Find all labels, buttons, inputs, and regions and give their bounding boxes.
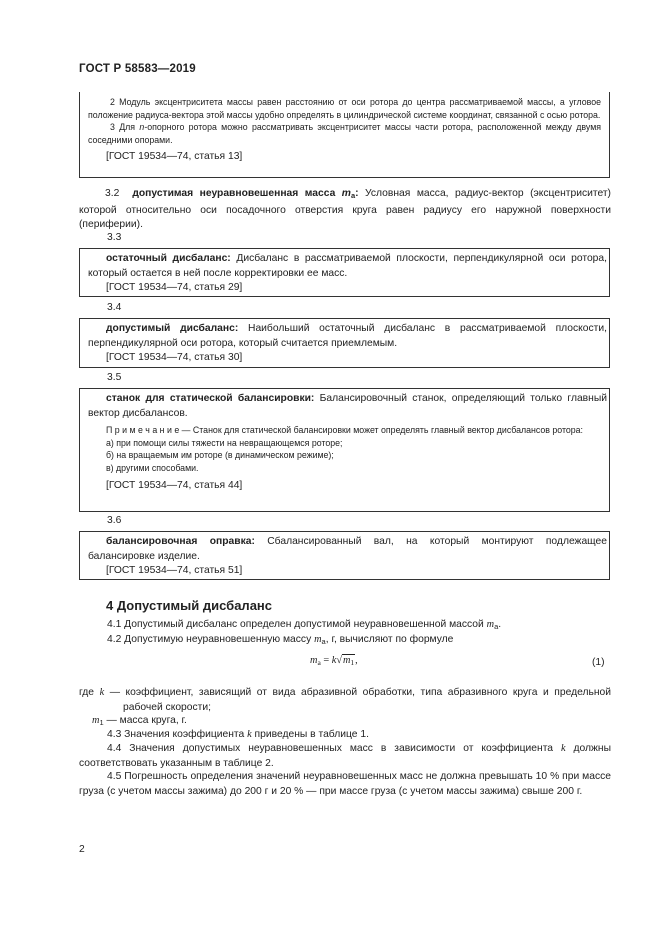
term-number-3-4: 3.4 — [107, 302, 122, 313]
equation-number: (1) — [592, 657, 605, 668]
note-list-item: а) при помощи силы тяжести на невращающемся роторе; — [106, 437, 343, 448]
note-list-item: в) другими способами. — [106, 462, 199, 473]
note-3-5: П р и м е ч а н и е — Станок для статической балансировки может определять главный вектор дисбалансов ротора: — [106, 425, 583, 435]
term-3-4: допустимый дисбаланс: Наибольший остаточный дисбаланс в рассматриваемой плоскости, перпендикулярной оси ротора, который считается приемлемым. — [88, 323, 607, 349]
term-3-2: 3.2 допустимая неуравновешенная масса $m_a$: Условная масса, радиус-вектор (эксцентриситет) которой относительно оси посадочного отверстия круга равен радиусу его наружной поверхности (периферии). — [79, 188, 611, 230]
note-box-eccentricity — [79, 92, 610, 178]
term-box-3-3 — [79, 248, 610, 297]
paragraph-4-1: 4.1 Допустимый дисбаланс определен допустимой неуравновешенной массой $m_a$. — [107, 619, 502, 631]
reference: [ГОСТ 19534—74, статья 51] — [106, 565, 243, 576]
document-header: ГОСТ Р 58583—2019 — [79, 63, 196, 75]
paragraph-4-3: 4.3 Значения коэффициента k приведены в таблице 1. — [107, 729, 369, 740]
term-number-3-3: 3.3 — [107, 232, 122, 243]
section-heading: 4 Допустимый дисбаланс — [106, 598, 273, 613]
reference: [ГОСТ 19534—74, статья 29] — [106, 282, 243, 293]
paragraph-4-5: 4.5 Погрешность определения значений неуравновешенных масс не должна превышать 10 % при массе груза (с учетом массы зажима) до 200 г и 20 % — при массе груза (с учетом массы зажима) свыше 200 г. — [79, 771, 611, 797]
term-3-3: остаточный дисбаланс: Дисбаланс в рассматриваемой плоскости, перпендикулярной оси ротора, который остается в ней после корректировки ее масс. — [88, 253, 607, 279]
reference: [ГОСТ 19534—74, статья 30] — [106, 352, 243, 363]
note-list-item: б) на вращаемым им роторе (в динамическом режиме); — [106, 450, 334, 460]
where-k: где k — коэффициент, зависящий от вида абразивной обработки, типа абразивного круга и предельной рабочей скорости; — [79, 687, 611, 713]
term-box-3-5 — [79, 388, 610, 512]
reference: [ГОСТ 19534—74, статья 13] — [106, 151, 243, 162]
term-box-3-6 — [79, 531, 610, 580]
term-number-3-5: 3.5 — [107, 372, 122, 383]
where-m1: $m_1$ — масса круга, г. — [92, 715, 187, 727]
note-3: 3 Для n-опорного ротора можно рассматривать эксцентриситет массы части ротора, расположенной между двумя соседними опорами. — [88, 122, 601, 145]
reference: [ГОСТ 19534—74, статья 44] — [106, 480, 243, 491]
sqrt-icon: √ — [336, 655, 342, 666]
page-number: 2 — [79, 844, 85, 855]
paragraph-4-2: 4.2 Допустимую неуравновешенную массу $m_a$, г, вычисляют по формуле — [107, 634, 454, 646]
term-box-3-4 — [79, 318, 610, 368]
formula-1: $m_a = k√m_1$, — [310, 655, 358, 667]
term-3-6: балансировочная оправка: Сбалансированный вал, на который монтируют подлежащее балансировке изделие. — [88, 536, 607, 562]
term-number-3-6: 3.6 — [107, 515, 122, 526]
term-3-5: станок для статической балансировки: Балансировочный станок, определяющий только главный вектор дисбалансов. — [88, 393, 607, 419]
paragraph-4-4: 4.4 Значения допустимых неуравновешенных масс в зависимости от коэффициента k должны соответствовать указанным в таблице 2. — [79, 743, 611, 769]
note-2: 2 Модуль эксцентриситета массы равен расстоянию от оси ротора до центра рассматриваемой массы, а угловое положение радиуса-вектора этой массы удобно определять в цилиндрической системе координат, связанной с осью ротора. — [88, 97, 601, 120]
